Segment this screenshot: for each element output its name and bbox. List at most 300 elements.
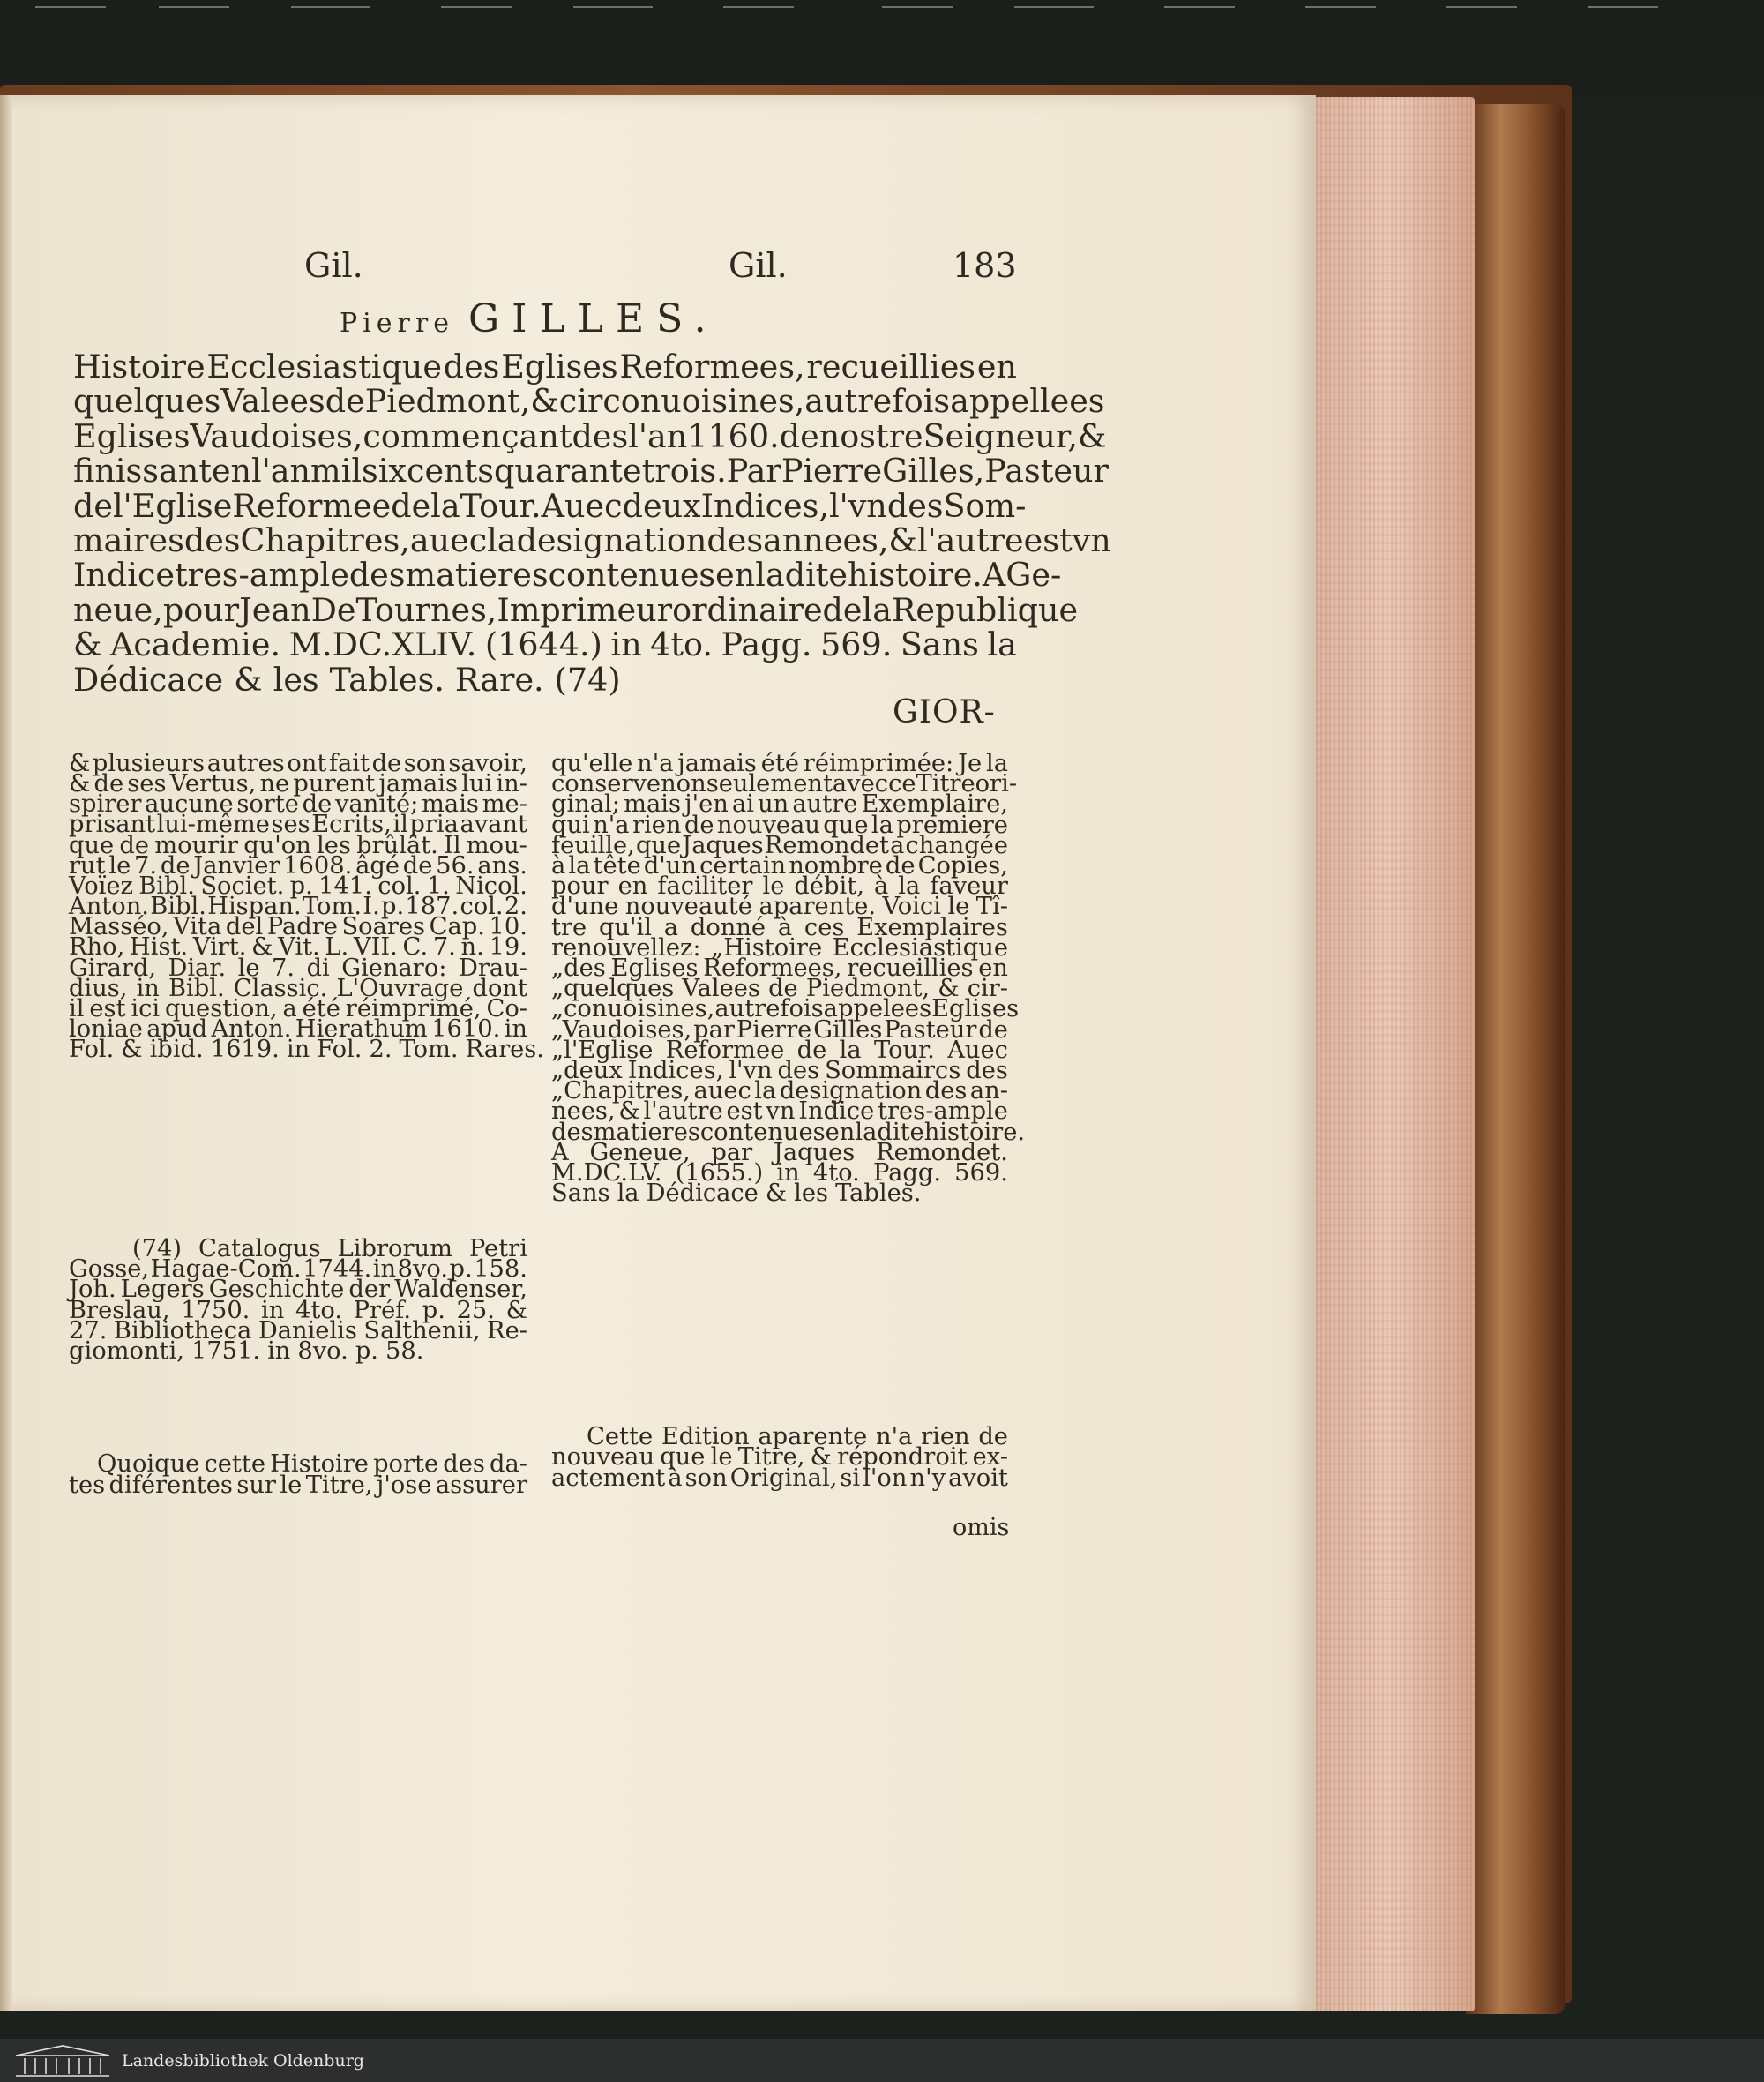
word: Pagg. xyxy=(872,1159,942,1187)
word: nouveauté xyxy=(624,893,752,921)
word: 1744. xyxy=(303,1255,372,1284)
word: Remondet xyxy=(764,831,889,859)
word: Pierre xyxy=(736,1015,812,1044)
word: Academie. xyxy=(110,625,281,664)
word: Exemplaire, xyxy=(861,790,1008,819)
word: la xyxy=(987,625,1017,664)
word: p. xyxy=(289,872,313,900)
word: premiere xyxy=(896,811,1008,839)
word: autres xyxy=(206,750,285,777)
word: di xyxy=(306,954,330,982)
library-name: Landesbibliothek Oldenburg xyxy=(122,2050,364,2071)
word: diférentes xyxy=(108,1472,233,1499)
word: nees, xyxy=(551,1097,616,1126)
word: Hierathum xyxy=(295,1015,428,1043)
word: Tables. xyxy=(329,660,445,699)
word: p. xyxy=(449,1255,473,1284)
word: Cette xyxy=(587,1423,654,1450)
word: de xyxy=(73,486,113,525)
word: des xyxy=(886,486,944,525)
word: Il xyxy=(444,831,461,859)
word: 1619. xyxy=(210,1036,280,1064)
word: ans. xyxy=(477,851,527,880)
word: Gienaro: xyxy=(341,954,447,982)
word: Vit. xyxy=(278,933,320,962)
word: Pasteur xyxy=(884,1015,977,1044)
word: finissant xyxy=(73,452,212,491)
word: ginal; xyxy=(551,790,620,819)
word: in xyxy=(136,974,160,1002)
word: 1610. xyxy=(431,1015,501,1043)
word: Waldenser, xyxy=(394,1276,527,1304)
word: in xyxy=(267,1337,291,1365)
word: auec xyxy=(409,521,488,559)
word: la xyxy=(430,486,460,525)
word: cents xyxy=(407,452,494,491)
word: Préf. xyxy=(353,1296,412,1324)
word: 1750. xyxy=(181,1296,250,1324)
page-number: 183 xyxy=(953,246,1017,285)
word: Joh. xyxy=(69,1276,116,1304)
word: designation xyxy=(779,1077,923,1105)
word: ce xyxy=(888,770,916,798)
word: de xyxy=(391,486,431,525)
word: 569. xyxy=(820,625,893,664)
word: Voici xyxy=(882,893,941,921)
word: quarante xyxy=(493,452,642,491)
word: ses xyxy=(271,811,310,839)
word: Virt. xyxy=(192,933,247,962)
word: de xyxy=(402,851,433,880)
word: j'ose xyxy=(376,1472,432,1499)
word: ladite xyxy=(855,1118,924,1146)
word: deux xyxy=(622,486,701,525)
word: plusieurs xyxy=(92,750,206,777)
word: Rho, xyxy=(69,933,125,962)
word: à xyxy=(873,872,889,901)
bibliography-line xyxy=(73,382,1105,421)
word: in xyxy=(776,1159,800,1187)
word: Histoire xyxy=(73,348,206,386)
word: certain xyxy=(699,852,787,880)
word: 4to. xyxy=(812,1159,860,1187)
word: la xyxy=(871,811,893,839)
word: tres-ample xyxy=(878,1097,1008,1126)
word: des xyxy=(777,1057,820,1084)
word: les xyxy=(794,1180,829,1208)
word: n. xyxy=(460,933,484,962)
word: en xyxy=(715,556,756,595)
word: Rare. xyxy=(454,660,544,699)
word: en xyxy=(617,872,648,901)
word: un xyxy=(758,790,789,819)
word: jamais xyxy=(677,750,757,777)
word: da- xyxy=(489,1450,527,1478)
word: (74) xyxy=(132,1235,183,1262)
note-line xyxy=(69,1036,544,1064)
word: matieres xyxy=(405,556,549,595)
word: matieres xyxy=(593,1118,700,1146)
word: Janvier xyxy=(193,851,280,880)
word: quelques xyxy=(73,382,221,421)
word: 2. xyxy=(504,893,527,921)
word: (1655.) xyxy=(675,1159,764,1187)
word: M.DC.LV. xyxy=(551,1159,662,1187)
word: 27. xyxy=(69,1316,108,1344)
word: apud xyxy=(146,1015,208,1043)
word: in xyxy=(504,1015,527,1043)
word: ont xyxy=(287,750,327,777)
word: & xyxy=(69,770,91,798)
word: la xyxy=(985,750,1008,777)
word: en xyxy=(978,955,1008,982)
word: Titre xyxy=(916,770,975,798)
word: 1. xyxy=(426,872,450,900)
word: les xyxy=(316,831,351,859)
word: & xyxy=(505,1296,527,1324)
word: Rares. xyxy=(465,1036,544,1064)
word: Eglises xyxy=(501,348,618,386)
word: recueillies xyxy=(847,955,974,982)
word: Bibl. xyxy=(138,872,195,900)
catchword: GIOR- xyxy=(893,694,996,730)
word: l'Eglise xyxy=(112,486,233,525)
word: de xyxy=(768,975,798,1003)
word: Jaques xyxy=(773,1138,856,1166)
word: Salthenii, xyxy=(363,1316,481,1344)
word: des xyxy=(966,1057,1008,1084)
word: 2. xyxy=(369,1036,392,1064)
word: circonuoisines, xyxy=(558,382,805,421)
entry-author-heading xyxy=(340,296,719,341)
word: appellees xyxy=(950,382,1105,421)
word: col. xyxy=(377,872,422,900)
word: ibid. xyxy=(149,1036,204,1064)
word: six xyxy=(362,452,407,491)
library-footer-bar xyxy=(0,2039,1764,2082)
word: avec xyxy=(832,770,889,798)
bibliography-line xyxy=(73,452,1109,491)
word: A xyxy=(982,556,1006,595)
word: Indice xyxy=(73,556,176,595)
word: & xyxy=(810,1443,832,1472)
word: à xyxy=(668,1464,683,1492)
word: jamais xyxy=(378,770,459,798)
word: seulement xyxy=(706,770,833,798)
word: le xyxy=(108,851,131,880)
word: Seigneur, xyxy=(923,416,1078,455)
word: 56. xyxy=(436,851,475,880)
word: n'y xyxy=(909,1464,946,1492)
bibliography-line xyxy=(73,660,1017,699)
word: C. xyxy=(402,933,429,962)
word: a xyxy=(663,913,679,941)
word: Tables. xyxy=(835,1180,922,1208)
word: & xyxy=(251,933,273,962)
word: Vaudoises, xyxy=(190,416,363,455)
word: dius, xyxy=(69,974,128,1002)
word: 4to. xyxy=(650,625,713,664)
word: la xyxy=(862,590,892,629)
word: in xyxy=(372,1255,397,1284)
author-first-name: Pierre xyxy=(340,308,454,339)
word: de xyxy=(779,416,819,455)
word: avant xyxy=(460,811,527,839)
word: nombre xyxy=(789,852,883,880)
word: Sommaircs xyxy=(825,1057,961,1084)
word: Danielis xyxy=(258,1316,357,1344)
word: faveur xyxy=(930,872,1008,901)
word: autre xyxy=(792,790,858,819)
word: 1608. xyxy=(283,851,353,880)
page-block-edge xyxy=(1307,97,1475,2011)
word: des xyxy=(183,521,241,559)
word: & xyxy=(121,1036,143,1064)
word: Titre, xyxy=(305,1472,373,1499)
book-binding-edge xyxy=(1466,104,1565,2014)
word: Gilles, xyxy=(882,452,985,491)
bibliography-line xyxy=(73,486,1027,525)
word: Remondet. xyxy=(876,1138,1008,1166)
word: ici xyxy=(131,994,161,1022)
word: a xyxy=(890,831,905,859)
word: le xyxy=(762,872,785,901)
word: Bibl. xyxy=(168,974,225,1002)
word: (1644.) xyxy=(484,625,602,664)
word: qui xyxy=(551,811,590,839)
word: sur xyxy=(236,1472,276,1499)
word: Reformees, xyxy=(703,955,842,982)
word: il xyxy=(392,811,408,839)
word: loniae xyxy=(69,1015,143,1043)
word: 58. xyxy=(385,1337,424,1365)
word: le xyxy=(237,954,260,982)
word: M.DC.XLIV. xyxy=(288,625,477,664)
word: cir- xyxy=(967,975,1008,1003)
word: est xyxy=(1023,521,1073,559)
word: „Vaudoises, xyxy=(551,1015,692,1044)
word: débit, xyxy=(794,872,864,901)
word: Titre, xyxy=(737,1443,805,1472)
word: Hispan. xyxy=(207,893,302,921)
word: de xyxy=(93,770,124,798)
word: Imprimeur xyxy=(497,590,673,629)
word: non xyxy=(661,770,706,798)
word: ori- xyxy=(975,770,1018,798)
word: le xyxy=(947,893,970,921)
word: & xyxy=(618,1097,640,1126)
word: Tî- xyxy=(975,893,1008,921)
commentary-line xyxy=(551,1180,1008,1208)
word: & xyxy=(938,975,960,1003)
word: est xyxy=(89,994,126,1022)
word: donné xyxy=(690,913,766,941)
word: Catalogus xyxy=(198,1235,321,1262)
word: 158. xyxy=(474,1255,527,1284)
commentary-line xyxy=(551,1466,1008,1490)
word: d'un xyxy=(643,852,697,880)
word: Anton. xyxy=(69,893,149,921)
word: Ge- xyxy=(1005,556,1062,595)
word: ne xyxy=(259,770,290,798)
word: Anton. xyxy=(211,1015,292,1043)
word: 1160. xyxy=(687,416,780,455)
word: aparente. xyxy=(759,893,877,921)
word: la xyxy=(755,556,785,595)
word: Indices, xyxy=(700,486,829,525)
word: contenues xyxy=(548,556,716,595)
word: nouveau xyxy=(551,1443,655,1472)
word: Auec xyxy=(541,486,623,525)
word: 7. xyxy=(134,851,158,880)
word: répondroit xyxy=(837,1443,968,1472)
word: faciliter xyxy=(657,872,753,901)
word: le xyxy=(280,1472,303,1499)
word: Pagg. xyxy=(721,625,812,664)
word: Fol. xyxy=(69,1036,115,1064)
word: mais xyxy=(624,790,682,819)
word: Je xyxy=(958,750,983,777)
word: aucune xyxy=(145,790,234,819)
word: l'autre xyxy=(643,1097,723,1126)
word: pria xyxy=(409,811,459,839)
word: de xyxy=(371,750,402,777)
word: Jean xyxy=(239,590,311,629)
word: Quoique xyxy=(97,1450,200,1478)
word: en xyxy=(976,348,1017,386)
word: de xyxy=(160,851,191,880)
word: 1751. xyxy=(191,1337,261,1365)
word: la xyxy=(839,1036,862,1064)
word: I. xyxy=(363,893,380,921)
word: que xyxy=(823,811,869,839)
word: Girard, xyxy=(69,954,157,982)
word: Tom. xyxy=(399,1036,459,1064)
bibliography-line xyxy=(73,625,1017,664)
word: renouvellez: xyxy=(551,933,701,962)
word: ai xyxy=(731,790,754,819)
word: 7. xyxy=(432,933,456,962)
word: Exemplaires xyxy=(856,913,1008,941)
word: Bibl. xyxy=(150,893,206,921)
bibliography-line xyxy=(73,348,1017,386)
word: Eglises xyxy=(610,955,699,982)
word: conserve xyxy=(551,770,662,798)
word: Indices, xyxy=(627,1057,724,1084)
word: in xyxy=(610,625,642,664)
word: de xyxy=(885,852,916,880)
running-head-center: Gil. xyxy=(729,246,788,285)
word: Piedmont, xyxy=(364,382,531,421)
word: A xyxy=(551,1138,569,1166)
word: qu'elle xyxy=(551,750,633,777)
word: vanité; xyxy=(335,790,419,819)
word: son xyxy=(684,1464,728,1492)
word: la xyxy=(487,521,517,559)
word: in xyxy=(261,1296,285,1324)
word: Sans xyxy=(900,625,979,664)
word: col. xyxy=(460,893,504,921)
word: „Histoire xyxy=(711,933,823,962)
catchword-bottom: omis xyxy=(953,1514,1010,1541)
word: Masséo, xyxy=(69,913,169,941)
word: été xyxy=(302,994,340,1022)
word: l'on xyxy=(863,1464,908,1492)
word: changée xyxy=(905,831,1008,859)
word: a xyxy=(282,994,297,1022)
word: Hist. xyxy=(129,933,189,962)
word: p. xyxy=(381,893,405,921)
word: l'vn xyxy=(828,486,887,525)
word: Breslau, xyxy=(69,1296,170,1324)
word: Geschichte xyxy=(208,1276,345,1304)
word: p. xyxy=(422,1296,445,1324)
word: n'a xyxy=(593,811,630,839)
word: porte xyxy=(373,1450,439,1478)
word: 25. xyxy=(456,1296,495,1324)
word: p. xyxy=(355,1337,378,1365)
word: L'Ouvrage xyxy=(336,974,464,1002)
word: (74) xyxy=(554,660,621,699)
word: Pasteur xyxy=(984,452,1109,491)
word: Reformee xyxy=(232,486,392,525)
word: „deux xyxy=(551,1057,623,1084)
word: giomonti, xyxy=(69,1337,184,1365)
word: Gosse, xyxy=(69,1255,150,1284)
word: mil xyxy=(310,452,362,491)
word: tre xyxy=(551,913,587,941)
word: dite xyxy=(784,556,848,595)
word: mourir xyxy=(154,831,238,859)
word: Societ. xyxy=(200,872,285,900)
word: l'an xyxy=(628,416,688,455)
word: n'a xyxy=(637,750,674,777)
word: & xyxy=(69,750,91,777)
bibliography-line xyxy=(73,521,1111,559)
word: histoire. xyxy=(848,556,983,595)
word: âgé xyxy=(355,851,400,880)
word: & xyxy=(530,382,559,421)
word: Eglises xyxy=(73,416,191,455)
word: réimprimée: xyxy=(803,750,954,777)
word: Librorum xyxy=(337,1235,452,1262)
word: il xyxy=(69,994,85,1022)
author-last-name: GILLES. xyxy=(467,296,719,341)
word: „Chapitres, xyxy=(551,1077,691,1105)
word: pour xyxy=(162,590,240,629)
word: rien xyxy=(921,1423,970,1450)
word: in- xyxy=(496,770,527,798)
word: cette xyxy=(204,1450,265,1478)
word: 19. xyxy=(489,933,527,962)
word: Dédicace xyxy=(73,660,224,699)
word: par xyxy=(693,1015,735,1044)
word: commençant xyxy=(363,416,572,455)
word: Geneue, xyxy=(589,1138,691,1166)
word: l'an xyxy=(251,452,311,491)
word: 8vo. xyxy=(397,1255,449,1284)
word: & xyxy=(73,625,102,664)
word: Hagae-Com. xyxy=(150,1255,302,1284)
word: mou- xyxy=(466,831,527,859)
gutter-shadow xyxy=(0,95,12,2011)
word: in xyxy=(286,1036,310,1064)
word: De xyxy=(310,590,356,629)
word: Padre xyxy=(266,913,338,941)
word: Republique xyxy=(891,590,1079,629)
word: Bibliotheca xyxy=(113,1316,252,1344)
word: Reformees, xyxy=(619,348,805,386)
